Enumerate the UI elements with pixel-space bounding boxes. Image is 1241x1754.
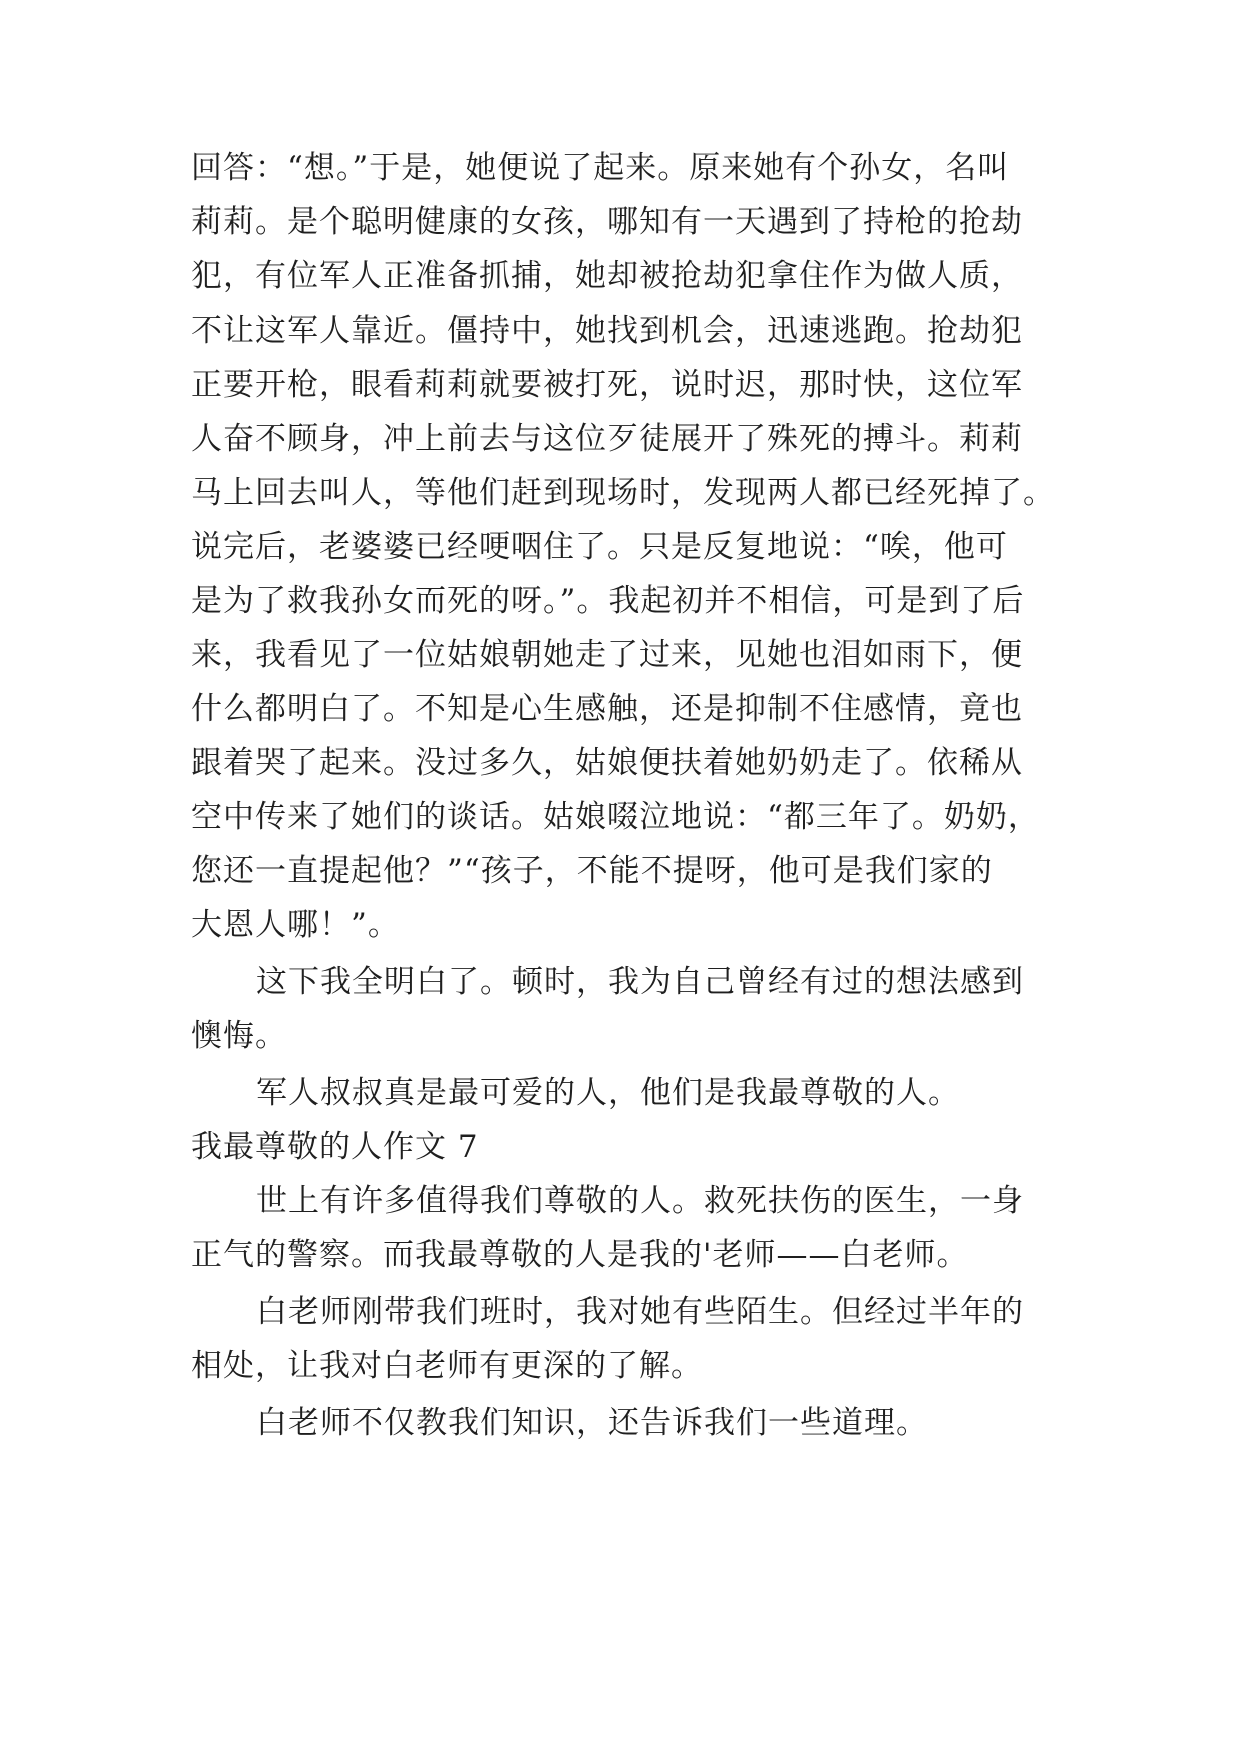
- paragraph-line: 正气的警察。而我最尊敬的人是我的'老师——白老师。: [191, 1237, 969, 1273]
- paragraph-line: 跟着哭了起来。没过多久，姑娘便扶着她奶奶走了。依稀从: [191, 745, 1023, 781]
- paragraph-line: 犯，有位军人正准备抓捕，她却被抢劫犯拿住作为做人质，: [191, 258, 1023, 294]
- paragraph-line: 是为了救我孙女而死的呀。”。我起初并不相信，可是到了后: [191, 583, 1025, 619]
- paragraph-line: 这下我全明白了。顿时，我为自己曾经有过的想法感到: [256, 964, 1024, 1000]
- paragraph-line: 回答：“想。”于是，她便说了起来。原来她有个孙女，名叫: [191, 150, 1010, 186]
- paragraph-line: 马上回去叫人，等他们赶到现场时，发现两人都已经死掉了。: [191, 475, 1055, 511]
- paragraph-line: 军人叔叔真是最可爱的人，他们是我最尊敬的人。: [256, 1075, 960, 1111]
- section-heading: 我最尊敬的人作文 7: [191, 1129, 479, 1165]
- paragraph-line: 白老师不仅教我们知识，还告诉我们一些道理。: [256, 1405, 928, 1441]
- paragraph-line: 不让这军人靠近。僵持中，她找到机会，迅速逃跑。抢劫犯: [191, 313, 1023, 349]
- paragraph-line: 白老师刚带我们班时，我对她有些陌生。但经过半年的: [256, 1294, 1024, 1330]
- paragraph-line: 相处，让我对白老师有更深的了解。: [191, 1348, 703, 1384]
- paragraph-line: 大恩人哪！”。: [191, 907, 400, 943]
- paragraph-line: 说完后，老婆婆已经哽咽住了。只是反复地说：“唉，他可: [191, 529, 1008, 565]
- paragraph-line: 来，我看见了一位姑娘朝她走了过来，见她也泪如雨下，便: [191, 637, 1023, 673]
- paragraph-line: 正要开枪，眼看莉莉就要被打死，说时迟，那时快，这位军: [191, 367, 1023, 403]
- paragraph-line: 什么都明白了。不知是心生感触，还是抑制不住感情，竟也: [191, 691, 1023, 727]
- paragraph-line: 空中传来了她们的谈话。姑娘啜泣地说：“都三年了。奶奶，: [191, 799, 1040, 835]
- paragraph-line: 莉莉。是个聪明健康的女孩，哪知有一天遇到了持枪的抢劫: [191, 204, 1023, 240]
- paragraph-line: 您还一直提起他？”“孩子，不能不提呀，他可是我们家的: [191, 853, 993, 889]
- paragraph-line: 人奋不顾身，冲上前去与这位歹徒展开了殊死的搏斗。莉莉: [191, 421, 1023, 457]
- paragraph-line: 世上有许多值得我们尊敬的人。救死扶伤的医生，一身: [256, 1183, 1024, 1219]
- paragraph-line: 懊悔。: [191, 1018, 287, 1054]
